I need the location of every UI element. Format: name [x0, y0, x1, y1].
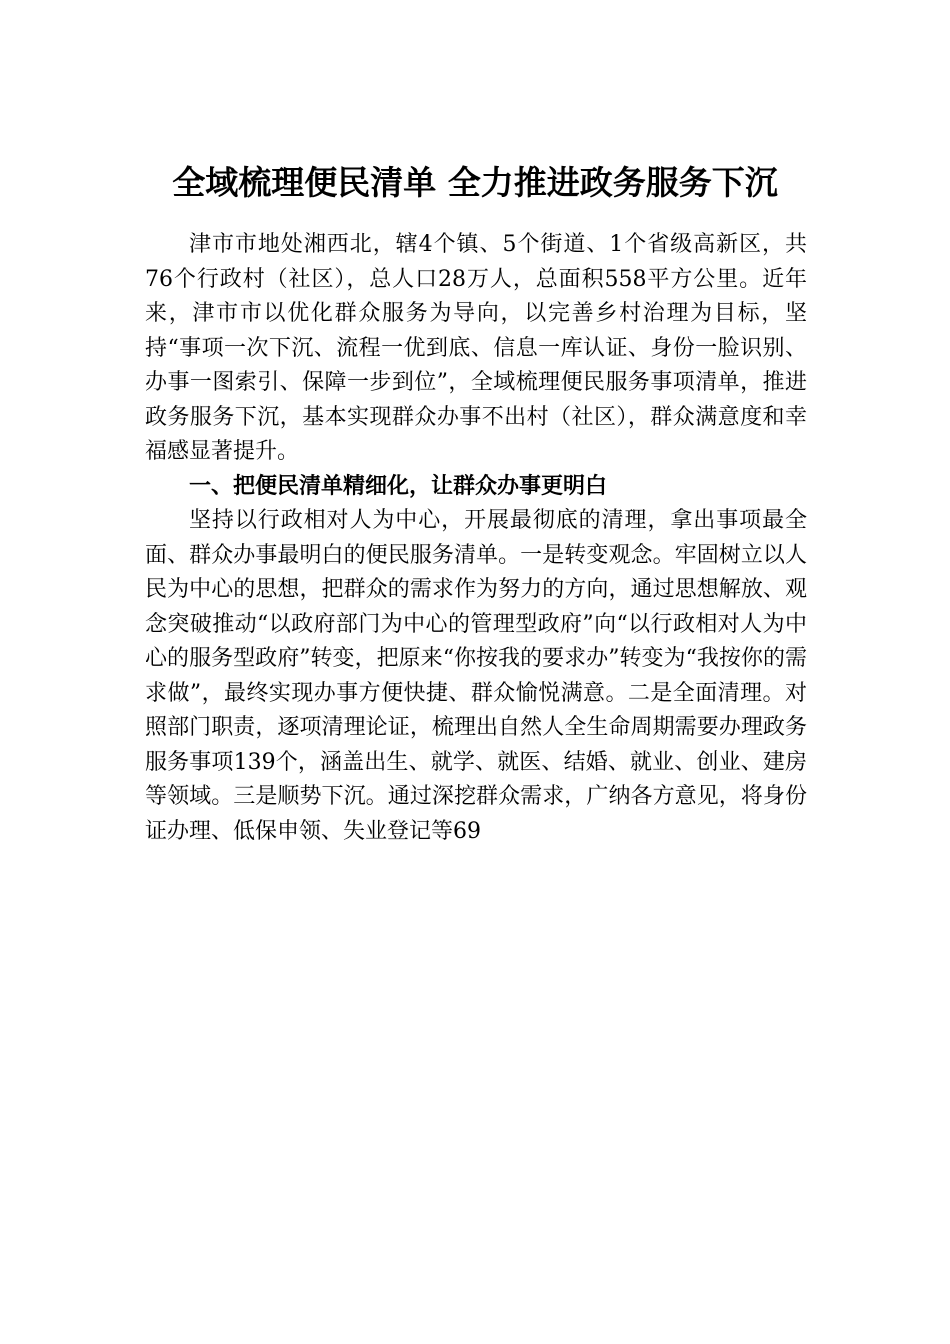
document-body: [145, 228, 807, 849]
intro-paragraph: 津市市地处湘西北，辖4个镇、5个街道、1个省级高新区，共76个行政村（社区），总人口28万人，总面积558平方公里。近年来，津市市以优化群众服务为导向，以完善乡村治理为目标，坚持“事项一次下沉、流程一优到底、信息一库认证、身份一脸识别、办事一图索引、保障一步到位”，全域梳理便民服务事项清单，推进政务服务下沉，基本实现群众办事不出村（社区），群众满意度和幸福感显著提升。: [145, 232, 807, 464]
section-heading: 一、把便民清单精细化，让群众办事更明白: [189, 473, 608, 499]
document-title: 全域梳理便民清单 全力推进政务服务下沉: [172, 163, 778, 202]
section-paragraph: 坚持以行政相对人为中心，开展最彻底的清理，拿出事项最全面、群众办事最明白的便民服务清单。一是转变观念。牢固树立以人民为中心的思想，把群众的需求作为努力的方向，通过思想解放、观念突破推动“以政府部门为中心的管理型政府”向“以行政相对人为中心的服务型政府”转变，把原来“你按我的要求办”转变为“我按你的需求做”，最终实现办事方便快捷、群众愉悦满意。二是全面清理。对照部门职责，逐项清理论证，梳理出自然人全生命周期需要办理政务服务事项139个，涵盖出生、就学、就医、结婚、就业、创业、建房等领域。三是顺势下沉。通过深挖群众需求，广纳各方意见，将身份证办理、低保申领、失业登记等69: [145, 508, 807, 844]
